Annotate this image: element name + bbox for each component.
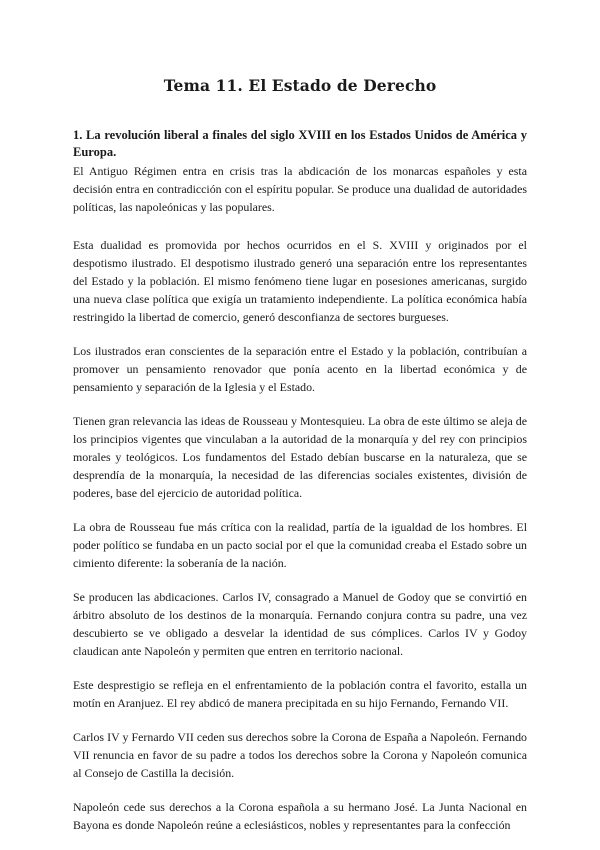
paragraph: La obra de Rousseau fue más crítica con la realidad, partía de la igualdad de los hombres. El poder político se fundaba en un pacto social por el que la comunidad creaba el Estado sobre un cimiento diferente: la soberanía de la nación.: [73, 520, 527, 570]
paragraph: El Antiguo Régimen entra en crisis tras la abdicación de los monarcas españoles y esta decisión entra en contradicción con el espíritu popular. Se produce una dualidad de autoridades políticas, las napoleónicas y las populares.: [73, 164, 527, 214]
paragraph: Napoleón cede sus derechos a la Corona española a su hermano José. La Junta Nacional en Bayona es donde Napoleón reúne a eclesiásticos, nobles y representantes para la confección: [73, 800, 527, 832]
paragraph: Tienen gran relevancia las ideas de Rousseau y Montesquieu. La obra de este último se aleja de los principios vigentes que vinculaban a la autoridad de la monarquía y del rey con principios morales y teológicos. Los fundamentos del Estado debían buscarse en la naturaleza, que se desprendía de la monarquía, la necesidad de las diferencias sociales existentes, división de poderes, base del ejercicio de autoridad política.: [73, 414, 527, 500]
paragraph: Este desprestigio se refleja en el enfrentamiento de la población contra el favorito, estalla un motín en Aranjuez. El rey abdicó de manera precipitada en su hijo Fernando, Fernando VII.: [73, 678, 527, 710]
document-page: [73, 76, 527, 850]
document-title: Tema 11. El Estado de Derecho: [163, 76, 437, 95]
paragraph: Los ilustrados eran conscientes de la separación entre el Estado y la población, contribuían a promover un pensamiento renovador que ponía acento en la libertad económica y de pensamiento y separación de la Iglesia y el Estado.: [73, 344, 527, 394]
paragraph: Carlos IV y Fernardo VII ceden sus derechos sobre la Corona de España a Napoleón. Fernando VII renuncia en favor de su padre a todos los derechos sobre la Corona y Napoleón comunica al Consejo de Castilla la decisión.: [73, 730, 527, 780]
paragraph: Esta dualidad es promovida por hechos ocurridos en el S. XVIII y originados por el despotismo ilustrado. El despotismo ilustrado generó una separación entre los representantes del Estado y la población. El mismo fenómeno tiene lugar en posesiones americanas, surgido una nueva clase política que exigía un tratamiento independiente. La política económica había restringido la libertad de comercio, generó desconfianza de sectores burgueses.: [73, 238, 527, 324]
section-heading: 1. La revolución liberal a finales del siglo XVIII en los Estados Unidos de América y Europa.: [73, 128, 527, 159]
paragraph: Se producen las abdicaciones. Carlos IV, consagrado a Manuel de Godoy que se convirtió en árbitro absoluto de los destinos de la monarquía. Fernando conjura contra su padre, una vez descubierto se ve obligado a desvelar la identidad de sus cómplices. Carlos IV y Godoy claudican ante Napoleón y permiten que entren en territorio nacional.: [73, 590, 527, 658]
